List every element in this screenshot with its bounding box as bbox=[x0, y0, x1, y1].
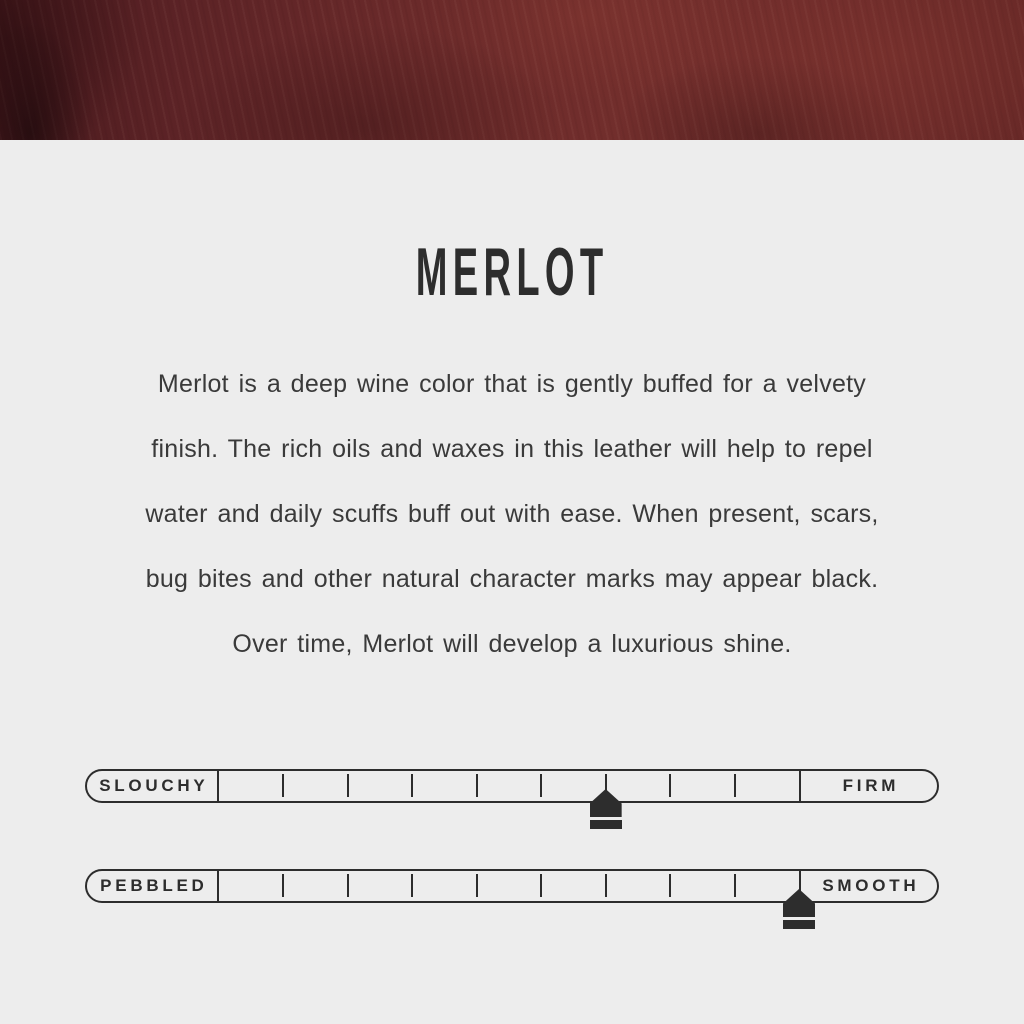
scale-left-label: SLOUCHY bbox=[87, 771, 219, 801]
scale-marker bbox=[783, 889, 815, 929]
scale-tick bbox=[669, 774, 671, 797]
title-container bbox=[0, 140, 1024, 308]
scale-tick bbox=[347, 874, 349, 897]
scale-tick bbox=[540, 874, 542, 897]
description-paragraph bbox=[92, 352, 932, 677]
scale-tick bbox=[605, 874, 607, 897]
scale-right-label: FIRM bbox=[799, 771, 937, 801]
attribute-scales bbox=[0, 769, 1024, 903]
description-line: Over time, Merlot will develop a luxurious shine. bbox=[232, 630, 792, 658]
scale-tick bbox=[540, 774, 542, 797]
scale-pebbled-smooth bbox=[85, 869, 939, 903]
marker-bar-icon bbox=[783, 920, 815, 929]
scale-marker bbox=[590, 789, 622, 829]
marker-nib-icon bbox=[783, 889, 815, 917]
scale-tick bbox=[282, 774, 284, 797]
scale-right-label: SMOOTH bbox=[799, 871, 937, 901]
description-line: Merlot is a deep wine color that is gently buffed for a velvety bbox=[157, 370, 867, 398]
scale-tick bbox=[411, 774, 413, 797]
scale-tick bbox=[282, 874, 284, 897]
description-line: finish. The rich oils and waxes in this leather will help to repel bbox=[151, 435, 873, 463]
scale-tick bbox=[476, 874, 478, 897]
scale-tick bbox=[411, 874, 413, 897]
marker-bar-icon bbox=[590, 820, 622, 829]
scale-track bbox=[219, 871, 799, 901]
page-title: MERLOT bbox=[415, 234, 609, 310]
scale-tick bbox=[734, 874, 736, 897]
scale-tick bbox=[347, 774, 349, 797]
scale-tick bbox=[734, 774, 736, 797]
scale-tick bbox=[669, 874, 671, 897]
description-line: bug bites and other natural character marks may appear black. bbox=[145, 565, 879, 593]
scale-track bbox=[219, 771, 799, 801]
marker-nib-icon bbox=[590, 789, 622, 817]
description-line: water and daily scuffs buff out with ease. When present, scars, bbox=[145, 500, 879, 528]
leather-swatch-image bbox=[0, 0, 1024, 140]
scale-left-label: PEBBLED bbox=[87, 871, 219, 901]
scale-tick bbox=[476, 774, 478, 797]
scale-slouchy-firm bbox=[85, 769, 939, 803]
